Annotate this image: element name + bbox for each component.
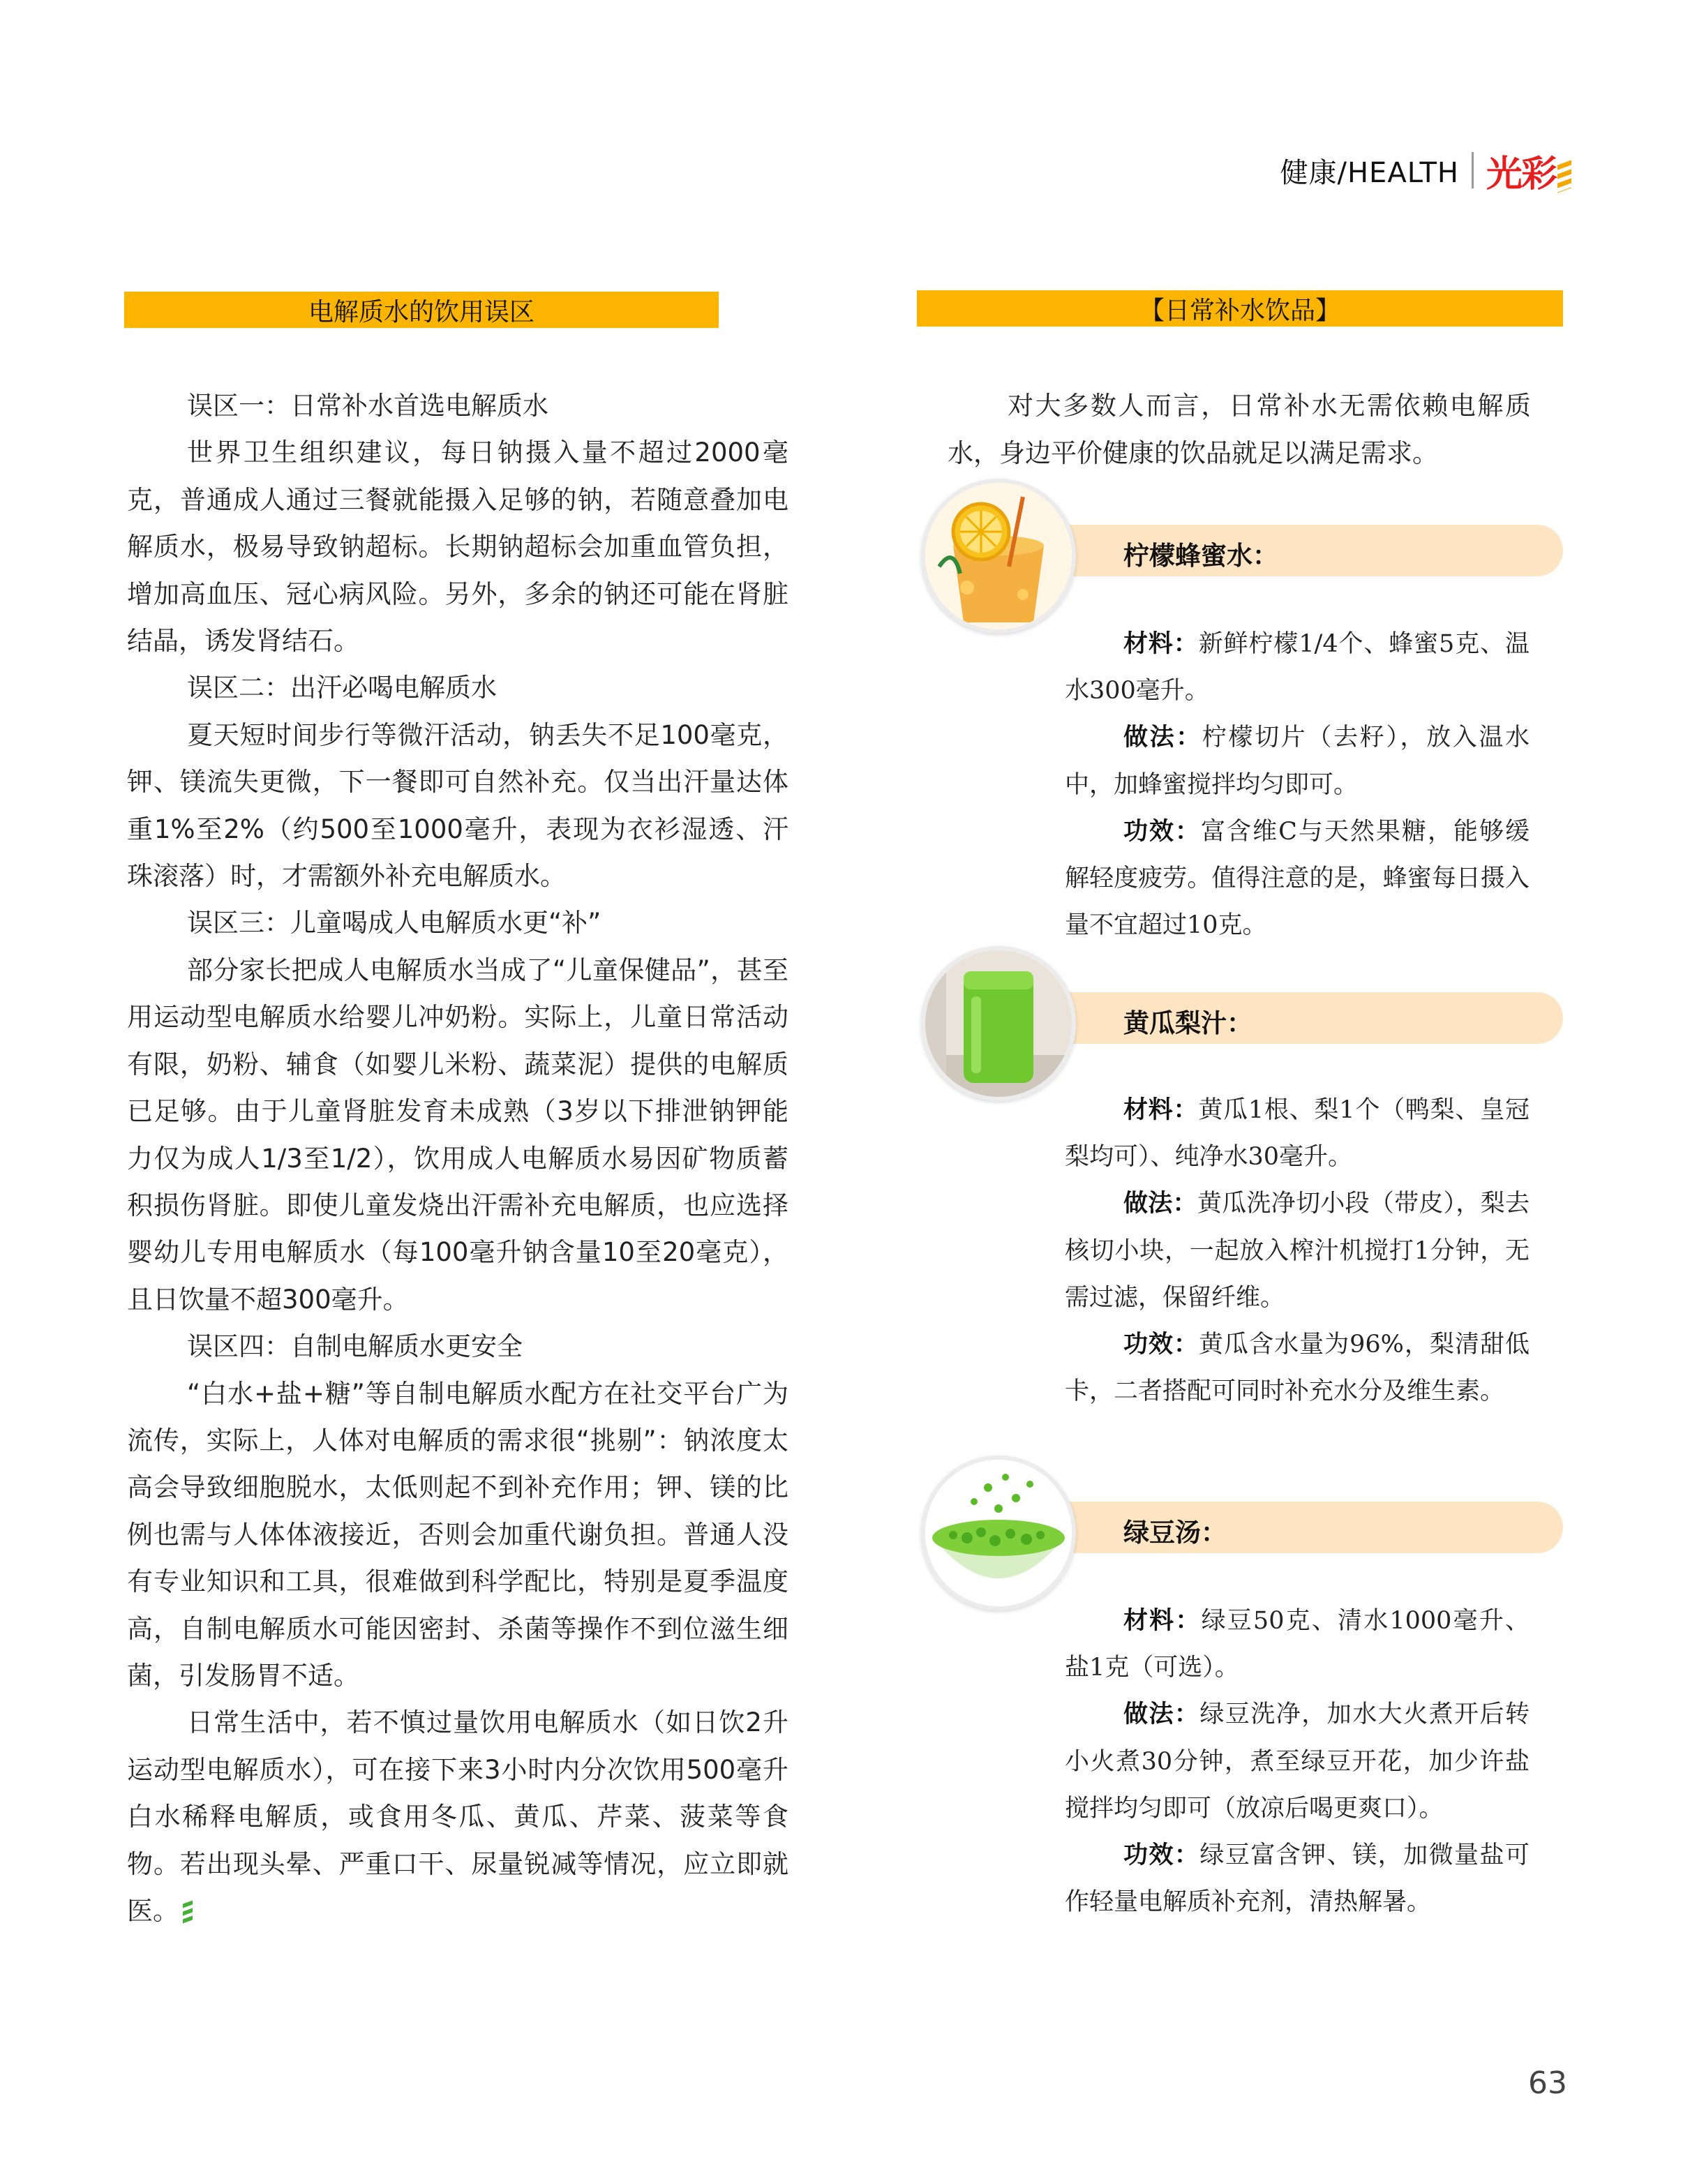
paragraph: 世界卫生组织建议，每日钠摄入量不超过2000毫克，普通成人通过三餐就能摄入足够的钠，若随意叠加电解质水，极易导致钠超标。长期钠超标会加重血管负担，增加高血压、冠心病风险。另外，多余的钠还可能在肾脏结晶，诱发肾结石。 xyxy=(127,437,788,657)
right-section-banner xyxy=(917,290,1563,327)
cucumber-pear-juice-image xyxy=(921,946,1076,1101)
page-number: 63 xyxy=(1528,2065,1567,2101)
recipe-method xyxy=(1065,1691,1530,1832)
materials-label: 材料： xyxy=(1123,1096,1199,1124)
paragraph: 部分家长把成人电解质水当成了“儿童保健品”，甚至用运动型电解质水给婴儿冲奶粉。实际上，儿童日常活动有限，奶粉、辅食（如婴儿米粉、蔬菜泥）提供的电解质已足够。由于儿童肾脏发育未成熟（3岁以下排泄钠钾能力仅为成人1/3至1/2），饮用成人电解质水易因矿物质蓄积损伤肾脏。即使儿童发烧出汗需补充电解质，也应选择婴幼儿专用电解质水（每100毫升钠含量10至20毫克），且日饮量不超300毫升。 xyxy=(127,955,788,1315)
left-section-banner xyxy=(124,292,719,328)
paragraph: “白水+盐+糖”等自制电解质水配方在社交平台广为流传，实际上，人体对电解质的需求很“挑剔”：钠浓度太高会导致细胞脱水，太低则起不到补充作用；钾、镁的比例也需与人体体液接近，否则会加重代谢负担。普通人没有专业知识和工具，很难做到科学配比，特别是夏季温度高，自制电解质水可能因密封、杀菌等操作不到位滋生细菌，引发肠胃不适。 xyxy=(127,1378,788,1691)
recipe-method xyxy=(1065,715,1530,808)
recipe-benefit xyxy=(1065,809,1530,950)
mung-bean-soup-image xyxy=(921,1456,1076,1610)
materials-text: 黄瓜1根、梨1个（鸭梨、皇冠梨均可）、纯净水30毫升。 xyxy=(1065,1096,1530,1172)
recipe-benefit xyxy=(1065,1322,1530,1415)
lemon-honey-drink-image xyxy=(921,479,1076,634)
magazine-logo xyxy=(1486,144,1571,197)
right-banner-title: 【日常补水饮品】 xyxy=(1139,296,1340,325)
end-mark-icon xyxy=(183,1900,193,1924)
paragraph-heading-4: 误区四：自制电解质水更安全 xyxy=(187,1331,523,1362)
paragraph-heading-3: 误区三：儿童喝成人电解质水更“补” xyxy=(187,908,601,938)
closing-text: 日常生活中，若不慎过量饮用电解质水（如日饮2升运动型电解质水），可在接下来3小时内分次饮用500毫升白水稀释电解质，或食用冬瓜、黄瓜、芹菜、菠菜等食物。若出现头晕、严重口干、尿量锐减等情况，应立即就医。 xyxy=(127,1707,788,1926)
logo-text: 光彩 xyxy=(1486,153,1556,195)
left-article xyxy=(127,382,788,1934)
benefit-label: 功效： xyxy=(1123,1331,1199,1359)
method-text: 绿豆洗净，加水大火煮开后转小火煮30分钟，煮至绿豆开花，加少许盐搅拌均匀即可（放凉后喝更爽口）。 xyxy=(1065,1700,1530,1823)
recipe-header-mungbean xyxy=(921,1456,1570,1616)
method-text: 黄瓜洗净切小段（带皮），梨去核切小块，一起放入榨汁机搅打1分钟，无需过滤，保留纤维。 xyxy=(1065,1190,1530,1312)
method-label: 做法： xyxy=(1123,724,1202,752)
method-label: 做法： xyxy=(1123,1700,1200,1729)
paragraph-closing xyxy=(127,1699,788,1934)
materials-label: 材料： xyxy=(1123,1607,1202,1635)
paragraph-heading-2: 误区二：出汗必喝电解质水 xyxy=(187,673,497,703)
header-divider xyxy=(1472,152,1474,188)
recipe-title-pill xyxy=(1026,525,1563,576)
method-text: 柠檬切片（去籽），放入温水中，加蜂蜜搅拌均匀即可。 xyxy=(1065,724,1530,799)
recipe-title: 绿豆汤： xyxy=(1123,1518,1227,1548)
recipe-materials xyxy=(1065,621,1530,715)
benefit-text: 富含维C与天然果糖，能够缓解轻度疲劳。值得注意的是，蜂蜜每日摄入量不宜超过10克。 xyxy=(1065,817,1530,940)
materials-text: 新鲜柠檬1/4个、蜂蜜5克、温水300毫升。 xyxy=(1065,630,1530,705)
recipe-materials xyxy=(1065,1598,1530,1691)
benefit-text: 黄瓜含水量为96%，梨清甜低卡，二者搭配可同时补充水分及维生素。 xyxy=(1065,1331,1530,1406)
recipe-method xyxy=(1065,1181,1530,1322)
paragraph: 夏天短时间步行等微汗活动，钠丢失不足100毫克，钾、镁流失更微，下一餐即可自然补充。仅当出汗量达体重1%至2%（约500至1000毫升，表现为衣衫湿透、汗珠滚落）时，才需额外补充电解质水。 xyxy=(127,719,788,892)
recipe-benefit xyxy=(1065,1832,1530,1926)
logo-stripes-icon xyxy=(1557,160,1571,193)
materials-text: 绿豆50克、清水1000毫升、盐1克（可选）。 xyxy=(1065,1607,1530,1682)
benefit-text: 绿豆富含钾、镁，加微量盐可作轻量电解质补充剂，清热解暑。 xyxy=(1065,1841,1530,1917)
recipe-materials xyxy=(1065,1087,1530,1181)
method-label: 做法： xyxy=(1123,1190,1197,1218)
recipe-title-pill xyxy=(1026,992,1563,1044)
recipe-header-lemon xyxy=(921,479,1570,639)
benefit-label: 功效： xyxy=(1123,817,1202,846)
materials-label: 材料： xyxy=(1123,630,1199,658)
section-name: 健康/HEALTH xyxy=(1280,156,1459,189)
recipe-body-mungbean xyxy=(1065,1598,1530,1926)
recipe-header-cucumber xyxy=(921,946,1570,1107)
paragraph-heading-1: 误区一：日常补水首选电解质水 xyxy=(187,391,548,421)
recipe-title: 黄瓜梨汁： xyxy=(1123,1008,1252,1038)
right-intro: 对大多数人而言，日常补水无需依赖电解质水，身边平价健康的饮品就足以满足需求。 xyxy=(948,391,1531,468)
page-header xyxy=(1280,149,1572,195)
benefit-label: 功效： xyxy=(1123,1841,1200,1870)
recipe-title-pill xyxy=(1026,1502,1563,1553)
left-banner-title: 电解质水的饮用误区 xyxy=(308,297,534,327)
recipe-body-cucumber xyxy=(1065,1087,1530,1415)
recipe-body-lemon xyxy=(1065,621,1530,949)
recipe-title: 柠檬蜂蜜水： xyxy=(1123,541,1278,571)
